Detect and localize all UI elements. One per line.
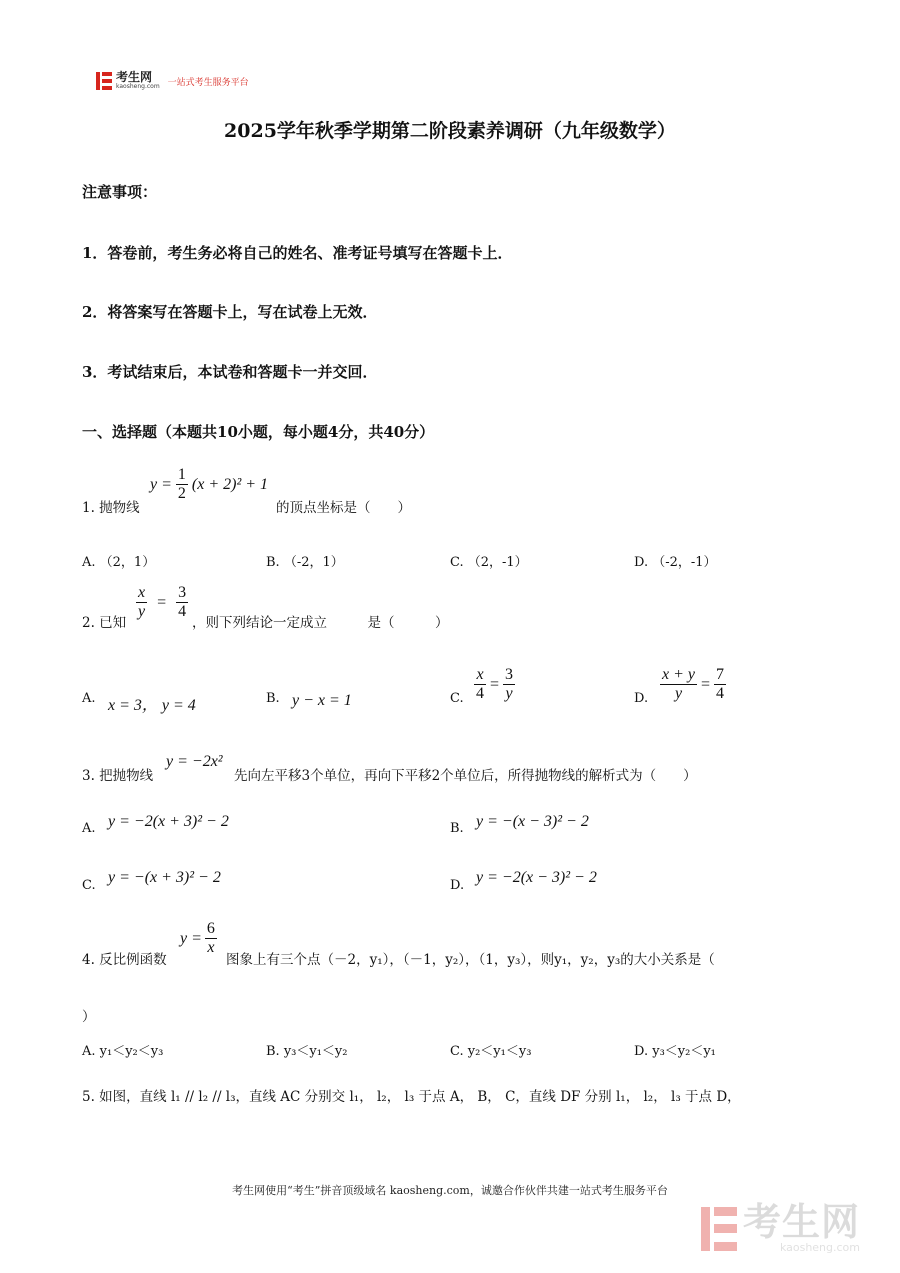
q2-option-c-math xyxy=(474,666,515,704)
q3-option-c-math: y = −(x + 3)² − 2 xyxy=(108,869,221,886)
question-2-prefix: 2. 已知 xyxy=(82,615,127,631)
question-3-suffix: 先向左平移3个单位，再向下平移2个单位后，所得抛物线的解析式为（ ） xyxy=(234,768,697,784)
note-item: 2．将答案写在答题卡上，写在试卷上无效． xyxy=(82,303,378,321)
question-2-suffix: ，则下列结论一定成立 是（ ） xyxy=(192,615,449,631)
q2d-num-2: 7 xyxy=(714,666,726,685)
note-item: 3．考试结束后，本试卷和答题卡一并交回． xyxy=(82,363,378,381)
watermark-logo-icon xyxy=(701,1207,737,1251)
note-item: 1．答卷前，考生务必将自己的姓名、准考证号填写在答题卡上． xyxy=(82,244,513,262)
q2-equals: = xyxy=(157,593,167,611)
q4-fraction xyxy=(205,920,217,958)
q4-den: x xyxy=(207,939,215,957)
q1-fraction xyxy=(176,466,188,504)
notes-heading: 注意事项： xyxy=(82,183,158,201)
q2-f1-num: x xyxy=(136,584,147,603)
question-5-text: 5. 如图，直线 l₁ // l₂ // l₃，直线 AC 分别交 l₁， l₂， l₃ 于点 A， B， C，直线 DF 分别 l₁， l₂， l₃ 于点 D， xyxy=(82,1089,741,1105)
q1-option-d: D. （-2，-1） xyxy=(634,555,717,570)
logo-url: kaosheng.com xyxy=(116,83,160,90)
q2-option-a-math: x = 3， y = 4 xyxy=(108,697,196,714)
q2c-den-2: y xyxy=(505,685,513,703)
q4-option-a: A. y₁＜y₂＜y₃ xyxy=(82,1044,164,1059)
watermark-name: 考生网 xyxy=(742,1200,860,1244)
q2-f2-den: 4 xyxy=(178,603,187,621)
logo-slogan: 一站式考生服务平台 xyxy=(167,77,249,88)
q1-frac-num: 1 xyxy=(176,466,188,485)
q1-eq-lhs: y = xyxy=(150,475,172,493)
question-4-close: ） xyxy=(82,1009,96,1025)
q2d-equals: = xyxy=(701,675,711,693)
q1-frac-den: 2 xyxy=(177,485,186,503)
section-heading: 一、选择题（本题共10小题，每小题4分，共40分） xyxy=(82,423,435,441)
q2-fraction-1 xyxy=(136,584,147,622)
question-2-equation xyxy=(136,584,188,622)
page-footer: 考生网使用“考生”拼音顶级域名 kaosheng.com，诚邀合作伙伴共建一站式考生服务平台 xyxy=(232,1184,668,1197)
q2d-frac-1 xyxy=(660,666,697,704)
question-4-equation xyxy=(180,920,217,958)
q3-option-a-label: A. xyxy=(82,821,96,836)
logo-text xyxy=(116,72,160,90)
page-title: 2025学年秋季学期第二阶段素养调研（九年级数学） xyxy=(224,120,676,142)
q2-option-b-math: y − x = 1 xyxy=(292,692,352,709)
question-1-equation xyxy=(150,466,268,504)
q3-option-d-label: D. xyxy=(450,878,465,893)
q3-option-a-math: y = −2(x + 3)² − 2 xyxy=(108,813,229,830)
q2d-den-2: 4 xyxy=(716,685,725,703)
q4-num: 6 xyxy=(205,920,217,939)
question-4-suffix: 图象上有三个点（－2，y₁），（－1，y₂），（1，y₃），则y₁，y₂，y₃的大小关系是（ xyxy=(226,952,715,968)
q1-option-b: B. （-2，1） xyxy=(266,555,344,570)
q2d-num-1: x + y xyxy=(660,666,697,685)
q2-f1-den: y xyxy=(138,603,146,621)
q2-option-d-math xyxy=(660,666,726,704)
question-3-prefix: 3. 把抛物线 xyxy=(82,768,154,784)
q1-eq-rest: (x + 2)² + 1 xyxy=(191,475,269,493)
q2-option-d-label: D. xyxy=(634,691,649,706)
q2c-frac-1 xyxy=(474,666,486,704)
q2c-frac-2 xyxy=(503,666,515,704)
question-3-equation: y = −2x² xyxy=(166,753,223,770)
q4-lhs: y = xyxy=(180,929,202,947)
q3-option-c-label: C. xyxy=(82,878,96,893)
q4-option-d: D. y₃＜y₂＜y₁ xyxy=(634,1044,716,1059)
q2d-den-1: y xyxy=(674,685,683,703)
q2c-equals: = xyxy=(490,675,500,693)
q2c-num-2: 3 xyxy=(503,666,515,685)
q2c-den-1: 4 xyxy=(476,685,484,703)
q1-option-a: A. （2，1） xyxy=(82,555,156,570)
q2-option-c-label: C. xyxy=(450,691,464,706)
q3-option-b-math: y = −(x − 3)² − 2 xyxy=(476,813,589,830)
q4-option-b: B. y₃＜y₁＜y₂ xyxy=(266,1044,348,1059)
q3-option-b-label: B. xyxy=(450,821,464,836)
q2c-num-1: x xyxy=(474,666,485,685)
q2-option-a-label: A. xyxy=(82,691,96,706)
kaosheng-logo-icon xyxy=(96,72,112,90)
q2-f2-num: 3 xyxy=(176,584,188,603)
q4-option-c: C. y₂＜y₁＜y₃ xyxy=(450,1044,532,1059)
q2-fraction-2 xyxy=(176,584,188,622)
question-1-prefix: 1. 抛物线 xyxy=(82,500,140,516)
watermark-text xyxy=(742,1200,860,1254)
logo-name: 考生网 xyxy=(116,70,153,84)
q2d-frac-2 xyxy=(714,666,726,704)
watermark xyxy=(701,1200,860,1254)
question-4-prefix: 4. 反比例函数 xyxy=(82,952,167,968)
question-1-suffix: 的顶点坐标是（ ） xyxy=(276,500,411,516)
q2-option-b-label: B. xyxy=(266,691,280,706)
header-logo xyxy=(96,72,249,90)
q1-option-c: C. （2，-1） xyxy=(450,555,528,570)
watermark-url: kaosheng.com xyxy=(779,1241,860,1254)
q3-option-d-math: y = −2(x − 3)² − 2 xyxy=(476,869,597,886)
